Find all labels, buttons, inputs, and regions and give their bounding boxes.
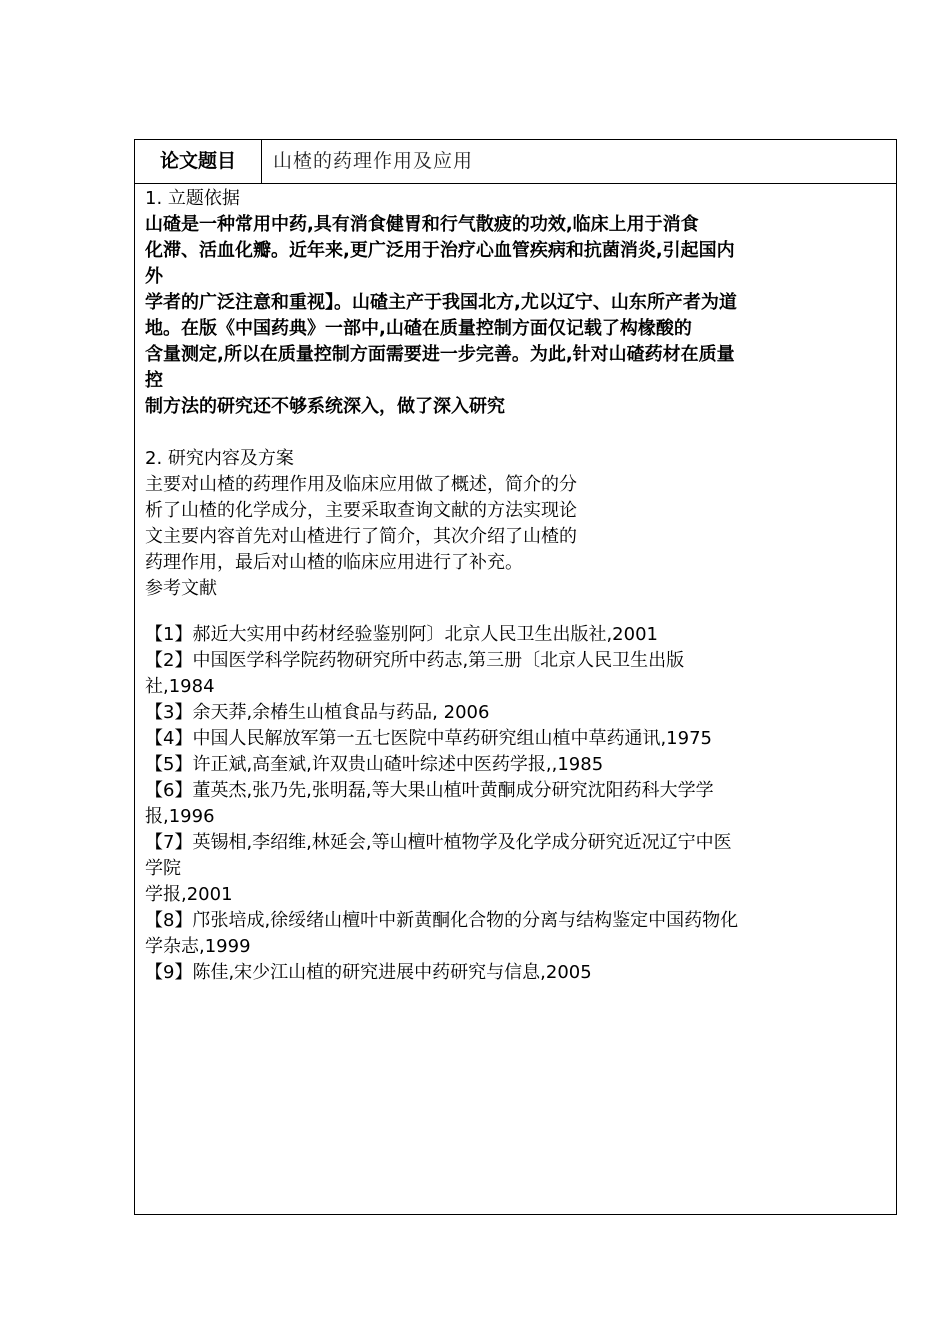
reference-item: 【9】陈佳,宋少江山植的研究进展中药研究与信息,2005 xyxy=(145,962,592,983)
reference-item: 【4】中国人民解放军第一五七医院中草药研究组山植中草药通讯,1975 xyxy=(145,728,712,749)
section1-line: 化滞、活血化瓣。近年来,更广泛用于治疗心血管疾病和抗菌消炎,引起国内 xyxy=(145,240,735,261)
reference-item: 【3】余天莽,余椿生山植食品与药品, 2006 xyxy=(145,702,490,723)
section2-line: 析了山楂的化学成分，主要采取查询文献的方法实现论 xyxy=(145,500,577,521)
section2-line: 文主要内容首先对山楂进行了简介，其次介绍了山楂的 xyxy=(145,526,577,547)
references-heading: 参考文献 xyxy=(145,578,217,599)
section1-line: 制方法的研究还不够系统深入，做了深入研究 xyxy=(145,396,505,417)
section1-line: 山碴是一种常用中药,具有消食健胃和行气散疲的功效,临床上用于消食 xyxy=(145,214,699,235)
title-label: 论文题目 xyxy=(135,140,262,183)
section1-line: 控 xyxy=(145,370,163,391)
reference-item: 社,1984 xyxy=(145,676,215,697)
section1-line: 地。在版《中国药典》一部中,山碴在质量控制方面仅记载了构椽酸的 xyxy=(145,318,692,339)
section1-line: 含量测定,所以在质量控制方面需要进一步完善。为此,针对山碴药材在质量 xyxy=(145,344,735,365)
section1-heading: 1. 立题依据 xyxy=(145,188,240,209)
proposal-table xyxy=(134,139,897,1215)
section1-line: 学者的广泛注意和重视】。山碴主产于我国北方,尤以辽宁、山东所产者为道 xyxy=(145,292,737,313)
proposal-content xyxy=(145,186,890,986)
reference-item: 【8】邝张培成,徐绥绪山檀叶中新黄酮化合物的分离与结构鉴定中国药物化 xyxy=(145,910,739,931)
section2-heading: 2. 研究内容及方案 xyxy=(145,448,294,469)
reference-item: 【6】董英杰,张乃先,张明磊,等大果山植叶黄酮成分研究沈阳药科大学学 xyxy=(145,780,714,801)
section2-line: 主要对山楂的药理作用及临床应用做了概述，简介的分 xyxy=(145,474,577,495)
reference-item: 【5】许正斌,高奎斌,许双贵山碴叶综述中医药学报,,1985 xyxy=(145,754,604,775)
reference-item: 报,1996 xyxy=(145,806,215,827)
reference-item: 【7】英锡相,李绍维,林延会,等山檀叶植物学及化学成分研究近况辽宁中医 xyxy=(145,832,732,853)
section2-line: 药理作用，最后对山楂的临床应用进行了补充。 xyxy=(145,552,523,573)
reference-item: 学院 xyxy=(145,858,181,879)
reference-item: 学报,2001 xyxy=(145,884,233,905)
thesis-title: 山楂的药理作用及应用 xyxy=(273,150,474,172)
reference-item: 【1】郝近大实用中药材经验鉴别阿〕北京人民卫生出版社,2001 xyxy=(145,624,658,645)
section-spacer xyxy=(145,420,890,446)
reference-item: 学杂志,1999 xyxy=(145,936,251,957)
references-list xyxy=(145,622,890,986)
reference-item: 【2】中国医学科学院药物研究所中药志,第三册〔北京人民卫生出版 xyxy=(145,650,685,671)
title-row xyxy=(135,140,896,184)
section1-line: 外 xyxy=(145,266,163,287)
